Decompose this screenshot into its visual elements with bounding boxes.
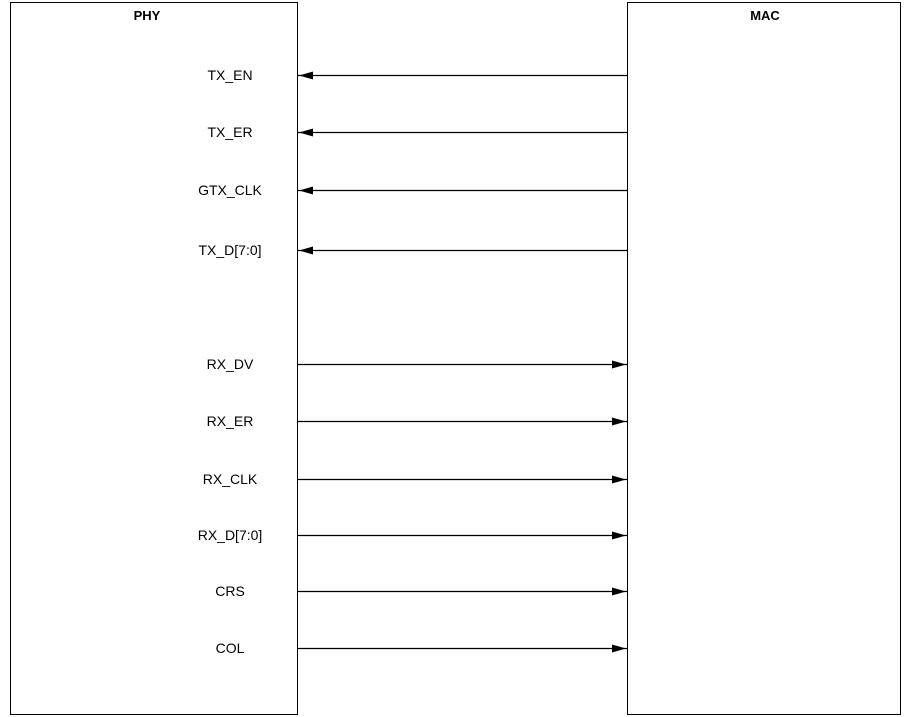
arrowhead-icon-tx-en	[299, 72, 313, 80]
phy-block	[11, 3, 298, 715]
signal-label-tx-er: TX_ER	[207, 124, 253, 140]
phy-block-title: PHY	[133, 8, 161, 23]
mac-block-title: MAC	[750, 8, 780, 23]
arrowhead-icon-crs	[612, 588, 626, 596]
arrowhead-icon-rx-d-7-0	[612, 532, 626, 540]
arrowhead-icon-rx-dv	[612, 361, 626, 369]
signal-label-tx-d-7-0: TX_D[7:0]	[198, 242, 262, 258]
arrowhead-icon-rx-er	[612, 418, 626, 426]
signal-label-gtx-clk: GTX_CLK	[198, 182, 262, 198]
arrowhead-icon-rx-clk	[612, 476, 626, 484]
signal-label-crs: CRS	[215, 583, 245, 599]
arrowhead-icon-col	[612, 645, 626, 653]
signal-label-rx-er: RX_ER	[206, 413, 254, 429]
signal-label-col: COL	[215, 640, 245, 656]
signal-label-rx-d-7-0: RX_D[7:0]	[197, 527, 263, 543]
mac-block	[628, 3, 901, 715]
arrowhead-icon-gtx-clk	[299, 187, 313, 195]
signal-label-rx-dv: RX_DV	[206, 356, 254, 372]
signal-label-rx-clk: RX_CLK	[202, 471, 258, 487]
arrowhead-icon-tx-d-7-0	[299, 247, 313, 255]
arrowhead-icon-tx-er	[299, 129, 313, 137]
signal-label-tx-en: TX_EN	[207, 67, 253, 83]
